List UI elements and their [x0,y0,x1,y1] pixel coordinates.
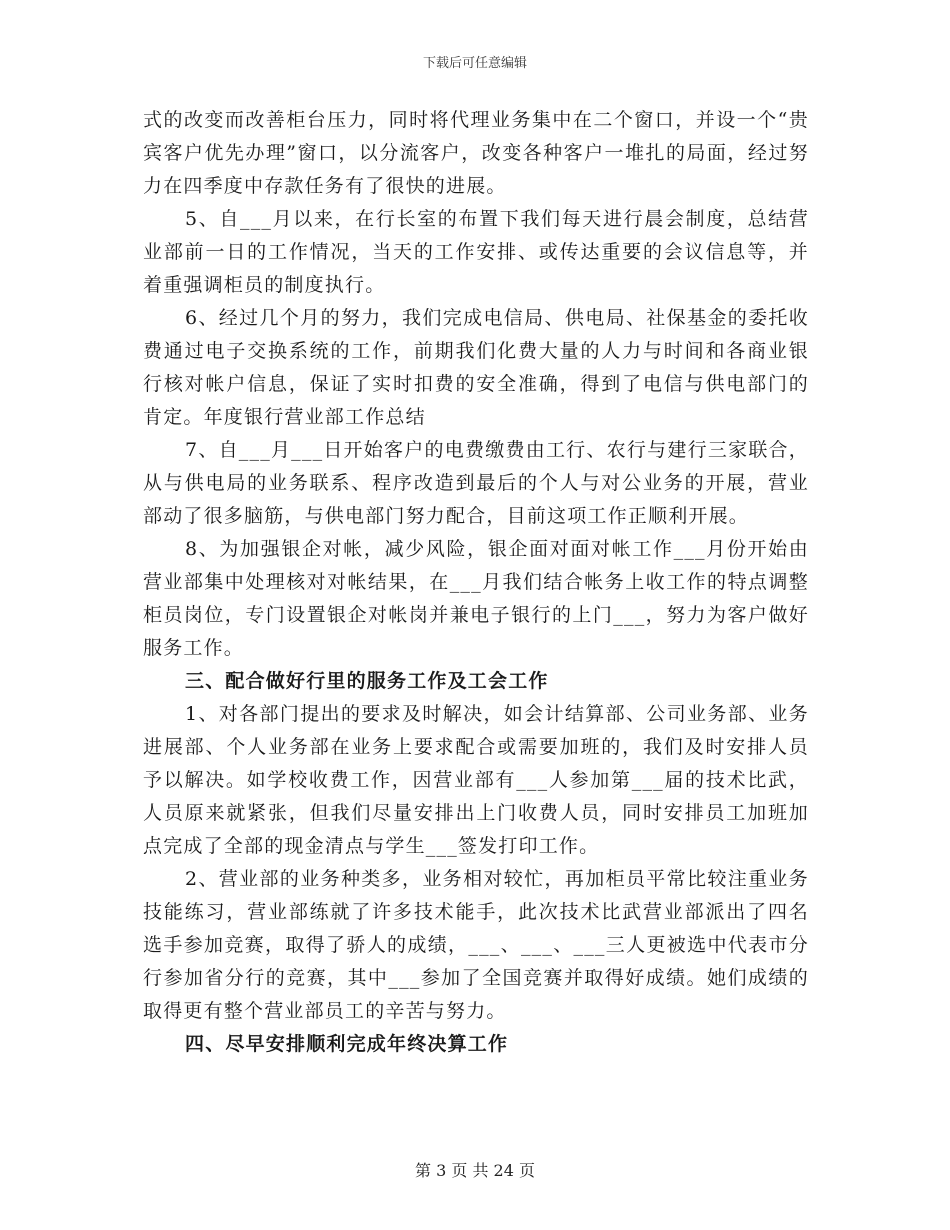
section-heading-4: 四、尽早安排顺利完成年终决算工作 [185,1033,509,1055]
paragraph-item-5: 5、自___月以来，在行长室的布置下我们每天进行晨会制度，总结营业部前一日的工作情况，当天的工作安排、或传达重要的会议信息等，并着重强调柜员的制度执行。 [143,208,809,296]
paragraph-item-6: 6、经过几个月的努力，我们完成电信局、供电局、社保基金的委托收费通过电子交换系统的工作，前期我们化费大量的人力与时间和各商业银行核对帐户信息，保证了实时扣费的安全准确，得到了电信与供电部门的肯定。年度银行营业部工作总结 [143,307,809,428]
paragraph-continued: 式的改变而改善柜台压力，同时将代理业务集中在二个窗口，并设一个“贵宾客户优先办理”窗口，以分流客户，改变各种客户一堆扎的局面，经过努力在四季度中存款任务有了很快的进展。 [143,109,809,197]
section-heading-3: 三、配合做好行里的服务工作及工会工作 [185,670,549,692]
page-header-note: 下载后可任意编辑 [422,56,527,71]
paragraph-item-7: 7、自___月___日开始客户的电费缴费由工行、农行与建行三家联合，从与供电局的业务联系、程序改造到最后的个人与对公业务的开展，营业部动了很多脑筋，与供电部门努力配合，目前这项工作正顺利开展。 [143,439,809,527]
document-body [143,104,809,1061]
paragraph-section3-item-1: 1、对各部门提出的要求及时解决，如会计结算部、公司业务部、业务进展部、个人业务部在业务上要求配合或需要加班的，我们及时安排人员予以解决。如学校收费工作，因营业部有___人参加第___届的技术比武，人员原来就紧张，但我们尽量安排出上门收费人员，同时安排员工加班加点完成了全部的现金清点与学生___签发打印工作。 [143,703,809,857]
page-number: 第 3 页 共 24 页 [415,1161,535,1180]
paragraph-section3-item-2: 2、营业部的业务种类多，业务相对较忙，再加柜员平常比较注重业务技能练习，营业部练就了许多技术能手，此次技术比武营业部派出了四名选手参加竞赛，取得了骄人的成绩，___、___、___三人更被选中代表市分行参加省分行的竞赛，其中___参加了全国竞赛并取得好成绩。她们成绩的取得更有整个营业部员工的辛苦与努力。 [143,868,809,1022]
paragraph-item-8: 8、为加强银企对帐，减少风险，银企面对面对帐工作___月份开始由营业部集中处理核对对帐结果，在___月我们结合帐务上收工作的特点调整柜员岗位，专门设置银企对帐岗并兼电子银行的上门___，努力为客户做好服务工作。 [143,538,809,659]
